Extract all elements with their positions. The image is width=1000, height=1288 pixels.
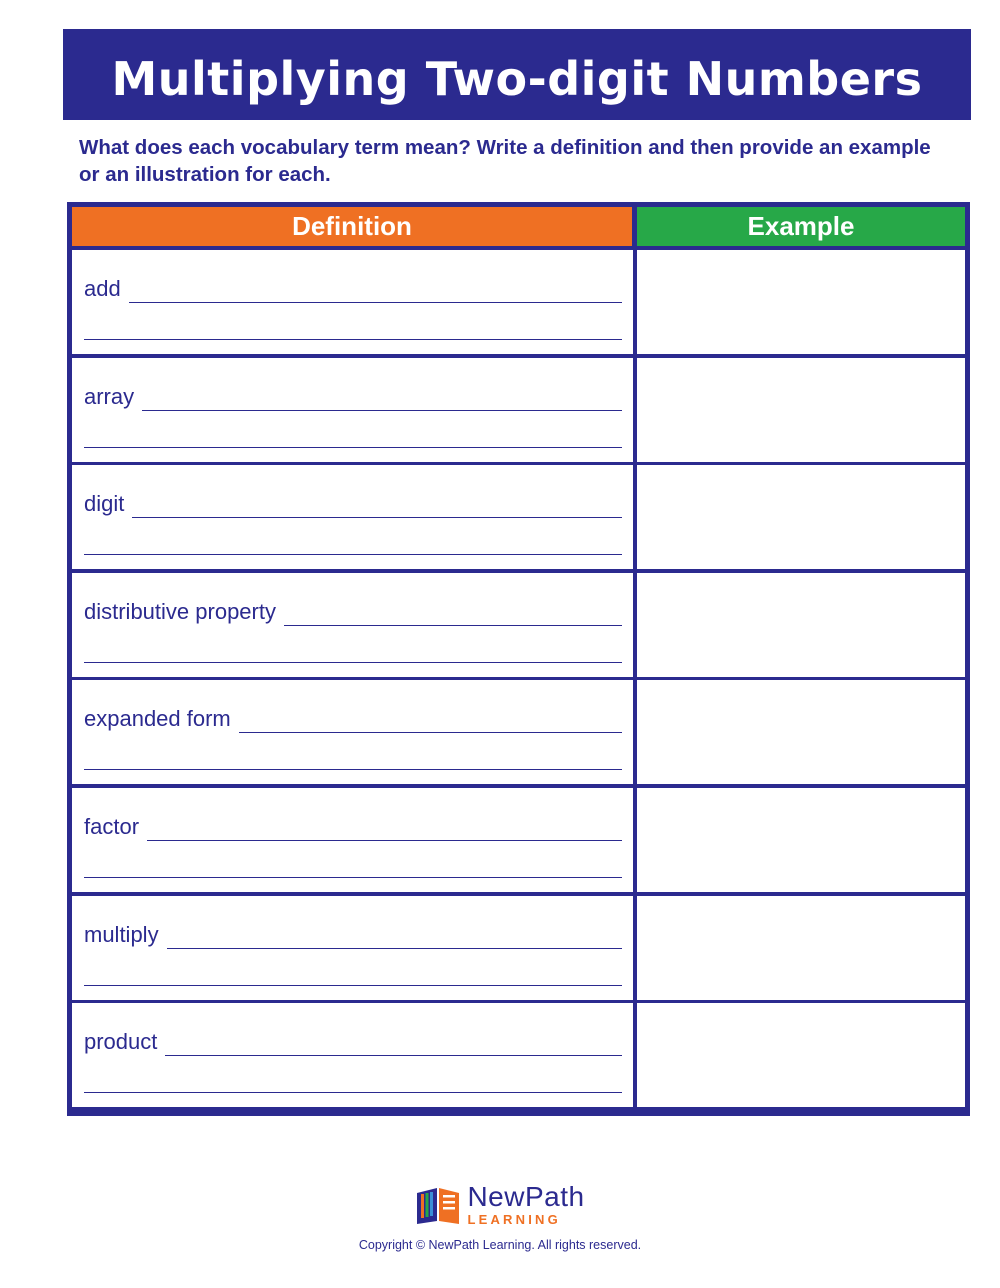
- vocabulary-term: digit: [84, 491, 125, 516]
- definition-line: [84, 769, 622, 770]
- definition-header-label: Definition: [292, 211, 412, 241]
- example-cell[interactable]: [637, 358, 965, 462]
- definition-cell[interactable]: [72, 573, 633, 677]
- definition-line: [84, 985, 622, 986]
- definition-line: [84, 1092, 622, 1093]
- definition-cell[interactable]: [72, 1003, 633, 1107]
- definition-line: [142, 410, 622, 411]
- example-cell[interactable]: [637, 788, 965, 892]
- example-header-label: Example: [747, 211, 855, 241]
- definition-line: [129, 302, 622, 303]
- vocabulary-term: multiply: [84, 922, 159, 947]
- definition-cell[interactable]: [72, 250, 633, 354]
- example-cell[interactable]: [637, 1003, 965, 1107]
- definition-cell[interactable]: [72, 896, 633, 1000]
- example-cell[interactable]: [637, 896, 965, 1000]
- definition-line: [167, 948, 622, 949]
- example-header: [637, 207, 965, 246]
- definition-header: [72, 207, 632, 246]
- definition-line: [84, 662, 622, 663]
- vocabulary-table: [67, 202, 970, 1116]
- vocabulary-term: add: [84, 276, 121, 301]
- definition-cell[interactable]: [72, 680, 633, 784]
- logo-subtitle: LEARNING: [467, 1212, 561, 1227]
- vocabulary-term: factor: [84, 814, 140, 839]
- definition-line: [84, 339, 622, 340]
- example-cell[interactable]: [637, 680, 965, 784]
- definition-cell[interactable]: [72, 358, 633, 462]
- vocabulary-term: distributive property: [84, 599, 276, 624]
- vocabulary-term: array: [84, 384, 135, 409]
- definition-cell[interactable]: [72, 465, 633, 569]
- example-cell[interactable]: [637, 250, 965, 354]
- example-cell[interactable]: [637, 573, 965, 677]
- definition-line: [84, 447, 622, 448]
- definition-cell[interactable]: [72, 788, 633, 892]
- book-icon: [415, 1185, 461, 1225]
- logo-name: NewPath: [467, 1181, 585, 1212]
- instructions: What does each vocabulary term mean? Write a definition and then provide an example or an illustration for each.: [79, 136, 931, 186]
- title-banner: [63, 29, 971, 120]
- copyright: Copyright © NewPath Learning. All rights reserved.: [358, 1237, 642, 1252]
- page-title: Multiplying Two-digit Numbers: [111, 51, 923, 106]
- definition-line: [147, 840, 622, 841]
- definition-line: [284, 625, 622, 626]
- vocabulary-term: expanded form: [84, 706, 231, 731]
- definition-line: [239, 732, 622, 733]
- vocabulary-term: product: [84, 1029, 158, 1054]
- definition-line: [165, 1055, 622, 1056]
- newpath-logo: [415, 1183, 584, 1226]
- example-cell[interactable]: [637, 465, 965, 569]
- footer: [0, 1183, 1000, 1252]
- definition-line: [84, 554, 622, 555]
- definition-line: [84, 877, 622, 878]
- definition-line: [132, 517, 622, 518]
